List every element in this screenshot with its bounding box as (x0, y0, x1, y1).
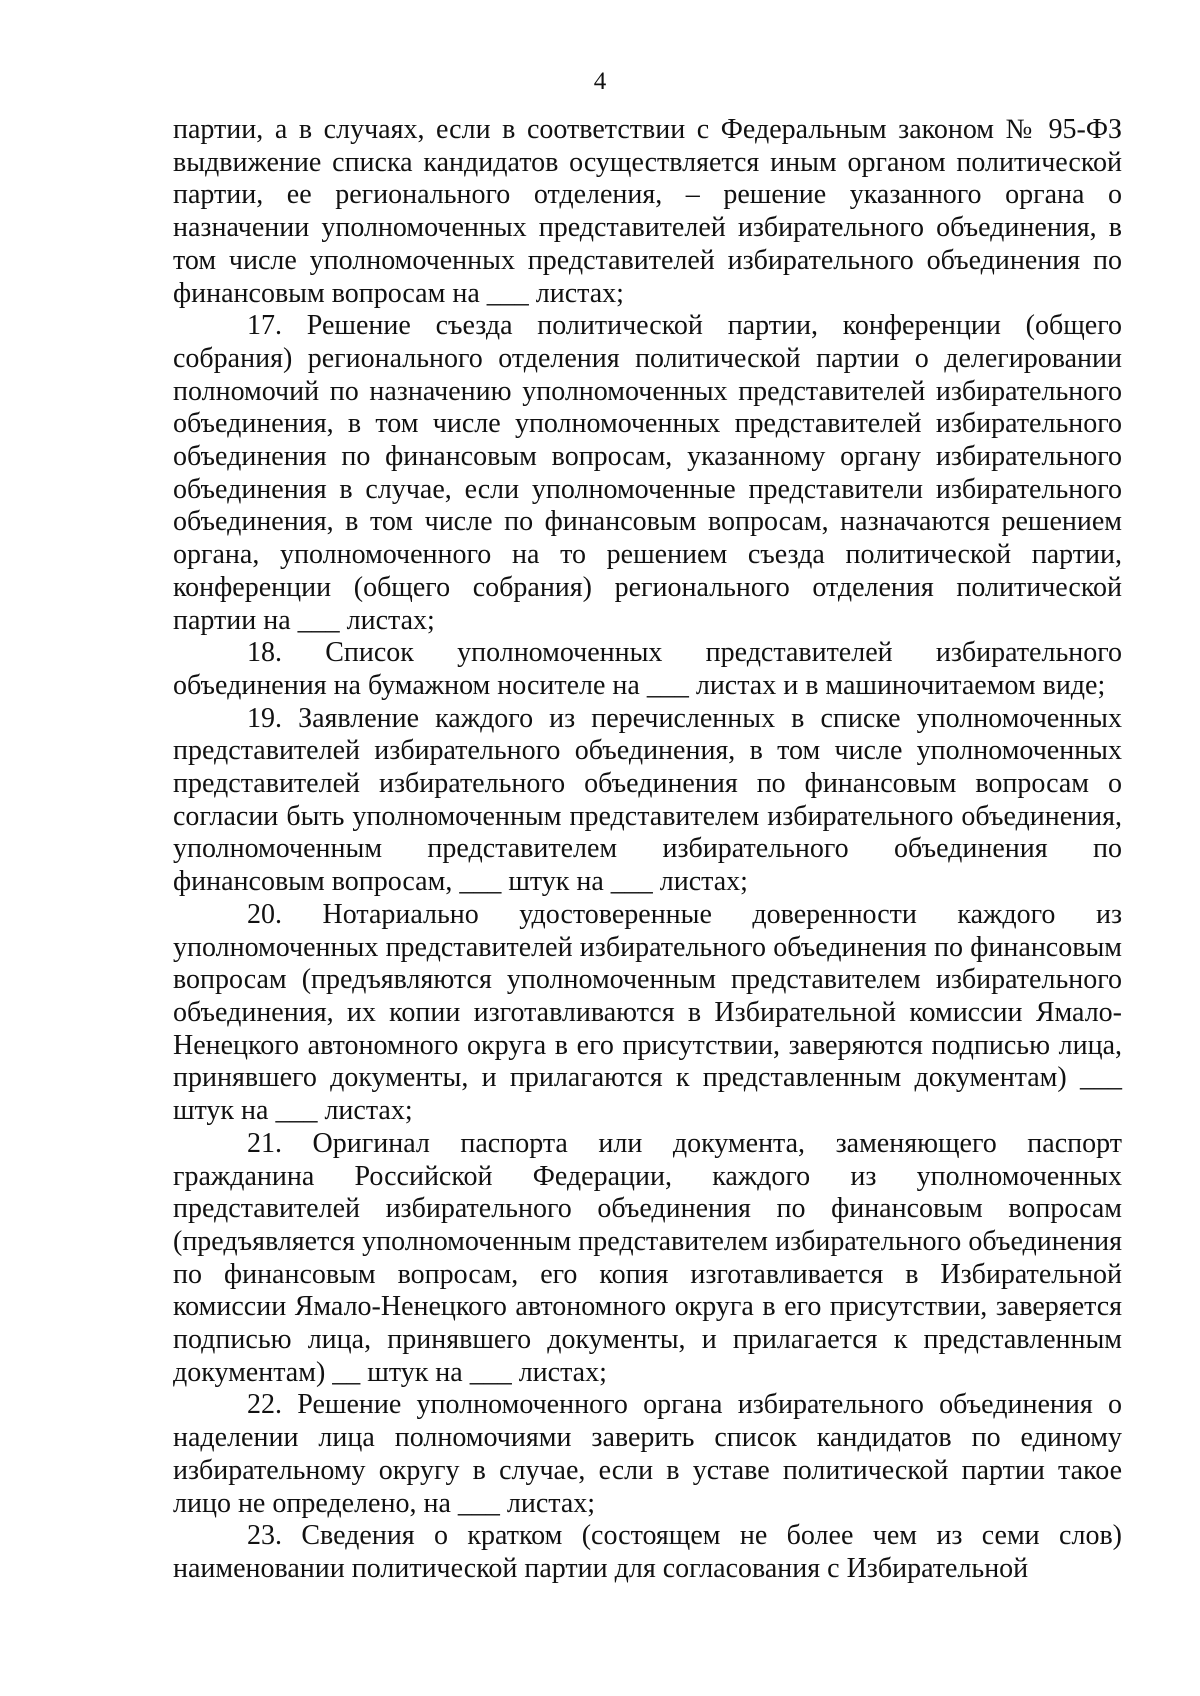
paragraph-22: 22. Решение уполномоченного органа избирательного объединения о наделении лица полномочиями заверить список кандидатов по единому избирательному округу в случае, если в уставе политической партии такое лицо не определено, на ___ листах; (173, 1389, 1122, 1519)
paragraph-21: 21. Оригинал паспорта или документа, заменяющего паспорт гражданина Российской Федерации, каждого из уполномоченных представителей избирательного объединения по финансовым вопросам (предъявляется уполномоченным представителем избирательного объединения по финансовым вопросам, его копия изготавливается в Избирательной комиссии Ямало-Ненецкого автономного округа в его присутствии, заверяется подписью лица, принявшего документы, и прилагается к представленным документам) __ штук на ___ листах; (173, 1127, 1122, 1388)
page-number: 4 (593, 68, 607, 95)
paragraph-16-continuation: партии, а в случаях, если в соответствии с Федеральным законом № 95-ФЗ выдвижение списка кандидатов осуществляется иным органом политической партии, ее регионального отделения, – решение указанного органа о назначении уполномоченных представителей избирательного объединения, в том числе уполномоченных представителей избирательного объединения по финансовым вопросам на ___ листах; (173, 114, 1122, 309)
document-body (173, 114, 1122, 1586)
paragraph-23-start: 23. Сведения о кратком (состоящем не более чем из семи слов) наименовании политической партии для согласования с Избирательной (173, 1520, 1122, 1584)
paragraph-18: 18. Список уполномоченных представителей избирательного объединения на бумажном носителе на ___ листах и в машиночитаемом виде; (173, 637, 1122, 701)
paragraph-19: 19. Заявление каждого из перечисленных в списке уполномоченных представителей избирательного объединения, в том числе уполномоченных представителей избирательного объединения по финансовым вопросам о согласии быть уполномоченным представителем избирательного объединения, уполномоченным представителем избирательного объединения по финансовым вопросам, ___ штук на ___ листах; (173, 702, 1122, 898)
paragraph-17: 17. Решение съезда политической партии, конференции (общего собрания) регионального отделения политической партии о делегировании полномочий по назначению уполномоченных представителей избирательного объединения, в том числе уполномоченных представителей избирательного объединения по финансовым вопросам, указанному органу избирательного объединения в случае, если уполномоченные представители избирательного объединения, в том числе по финансовым вопросам, назначаются решением органа, уполномоченного на то решением съезда политической партии, конференции (общего собрания) регионального отделения политической партии на ___ листах; (173, 310, 1122, 636)
paragraph-20: 20. Нотариально удостоверенные доверенности каждого из уполномоченных представителей избирательного объединения по финансовым вопросам (предъявляются уполномоченным представителем избирательного объединения, их копии изготавливаются в Избирательной комиссии Ямало-Ненецкого автономного округа в его присутствии, заверяются подписью лица, принявшего документы, и прилагаются к представленным документам) ___ штук на ___ листах; (173, 898, 1122, 1127)
